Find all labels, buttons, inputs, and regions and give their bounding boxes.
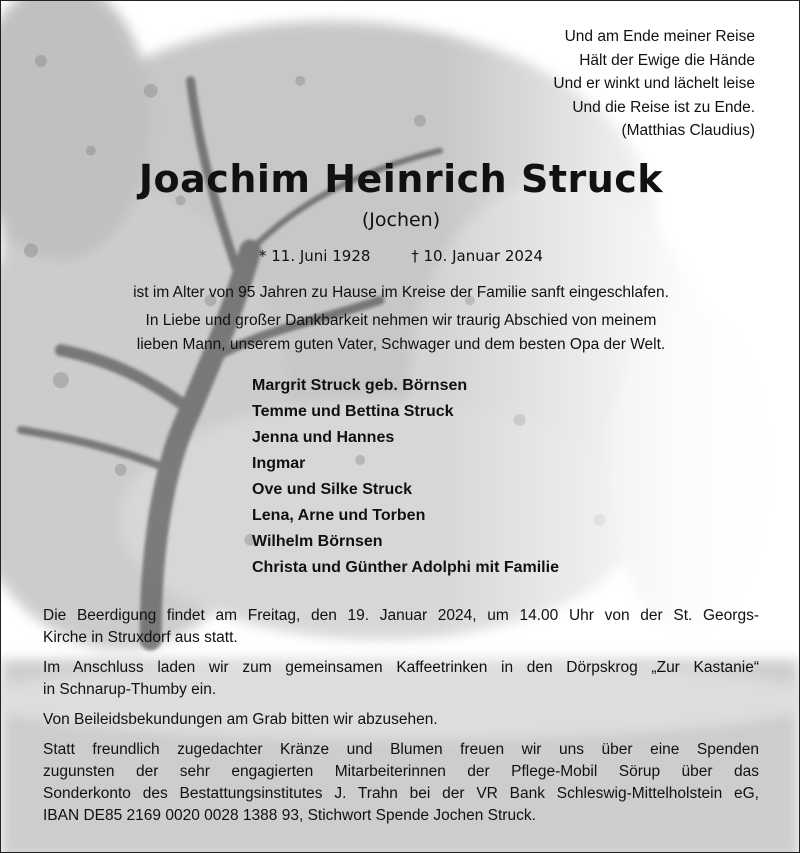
funeral-line: Die Beerdigung findet am Freitag, den 19. Januar 2024, um 14.00 Uhr von der St. Georgs- [43, 607, 759, 624]
announcement-text [1, 281, 800, 357]
poem-line: Und er winkt und lächelt leise [553, 75, 755, 92]
death-date: † 10. Januar 2024 [411, 247, 544, 265]
mourner-name: Ove und Silke Struck [252, 481, 413, 498]
poem-line: Und am Ende meiner Reise [564, 28, 755, 45]
donation-line: zugunsten der sehr engagierten Mitarbeiterinnen der Pflege-Mobil Sörup über das [43, 763, 759, 780]
donation-line: Sonderkonto des Bestattungsinstitutes J. Trahn bei der VR Bank Schleswig-Mittelholstein eG, [43, 785, 759, 802]
donation-paragraph [43, 739, 759, 827]
condolences-paragraph [43, 709, 759, 731]
announcement-line: In Liebe und großer Dankbarkeit nehmen wir traurig Abschied von meinem [145, 312, 657, 329]
donation-line: Statt freundlich zugedachter Kränze und Blumen freuen wir uns über eine Spenden [43, 741, 759, 758]
funeral-paragraph [43, 605, 759, 649]
mourner-name: Christa und Günther Adolphi mit Familie [252, 559, 559, 576]
coffee-paragraph [43, 657, 759, 701]
donation-line: IBAN DE85 2169 0020 0028 1388 93, Stichwort Spende Jochen Struck. [43, 807, 536, 824]
poem-quote [553, 25, 755, 143]
mourner-name: Lena, Arne und Torben [252, 507, 426, 524]
mourner-name: Wilhelm Börnsen [252, 533, 383, 550]
deceased-name: Joachim Heinrich Struck [138, 157, 664, 201]
birth-date: * 11. Juni 1928 [258, 247, 371, 265]
coffee-line: Im Anschluss laden wir zum gemeinsamen Kaffeetrinken in den Dörpskrog „Zur Kastanie“ [43, 659, 759, 676]
mourner-name: Margrit Struck geb. Börnsen [252, 377, 468, 394]
deceased-nickname: (Jochen) [361, 209, 441, 231]
life-dates [1, 247, 800, 265]
announcement-line: ist im Alter von 95 Jahren zu Hause im Kreise der Familie sanft eingeschlafen. [133, 284, 669, 301]
coffee-line: in Schnarup-Thumby ein. [43, 681, 217, 698]
poem-line: Und die Reise ist zu Ende. [572, 98, 755, 116]
poem-author: (Matthias Claudius) [621, 122, 755, 139]
mourner-name: Temme und Bettina Struck [252, 403, 454, 420]
mourner-name: Ingmar [252, 455, 306, 472]
condolences-line: Von Beileidsbekundungen am Grab bitten wir abzusehen. [43, 711, 438, 728]
mourner-name: Jenna und Hannes [252, 429, 395, 446]
mourners-list [252, 373, 559, 581]
funeral-line: Kirche in Struxdorf aus statt. [43, 629, 238, 646]
announcement-line: lieben Mann, unserem guten Vater, Schwager und dem besten Opa der Welt. [136, 336, 666, 353]
poem-line: Hält der Ewige die Hände [579, 51, 755, 69]
funeral-info [43, 605, 759, 835]
